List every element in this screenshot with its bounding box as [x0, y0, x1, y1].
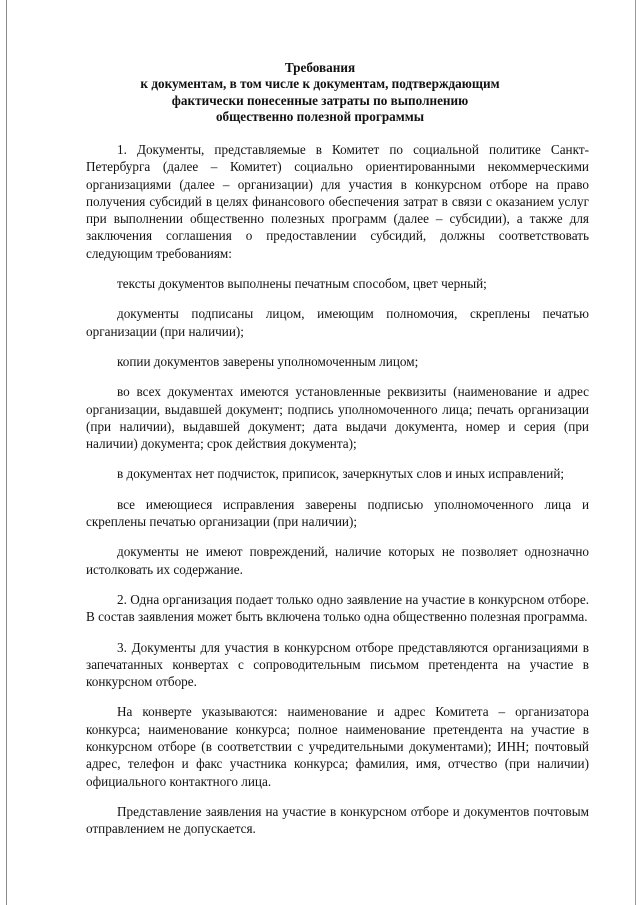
scan-edge-left [6, 0, 7, 905]
requirement-item: документы не имеют повреждений, наличие которых не позволяет однозначно истолковать их содержание. [86, 544, 589, 577]
paragraph-postal: Представление заявления на участие в конкурсном отборе и документов почтовым отправлением не допускается. [86, 803, 589, 837]
paragraph-3: 3. Документы для участия в конкурсном отборе представляются организациями в запечатанных конвертах с сопроводительным письмом претендента на участие в конкурсном отборе. [86, 639, 589, 690]
requirement-item: во всех документах имеются установленные реквизиты (наименование и адрес организации, выдавшей документ; подпись уполномоченного лица; печать организации (при наличии), выдавшей документ; дата выдачи документа, номер и серия (при наличии) документа; срок действия документа); [86, 384, 589, 452]
title-line-2: к документам, в том числе к документам, подтверждающим [140, 76, 500, 92]
requirement-item: документы подписаны лицом, имеющим полномочия, скреплены печатью организации (при наличии); [86, 306, 589, 339]
paragraph-2: 2. Одна организация подает только одно заявление на участие в конкурсном отборе. В состав заявления может быть включена только одна общественно полезная программа. [86, 591, 589, 625]
title-line-4: общественно полезной программы [215, 108, 425, 124]
requirement-item: тексты документов выполнены печатным способом, цвет черный; [117, 276, 487, 292]
title-line-3: фактически понесенные затраты по выполнению [171, 92, 469, 108]
document-title [60, 60, 580, 125]
paragraph-1-intro: 1. Документы, представляемые в Комитет по социальной политике Санкт-Петербурга (далее – Комитет) социально ориентированными некоммерческими организациями (далее – организации) для участия в конкурсном отборе на право получения субсидий в целях финансового обеспечения затрат в связи с оказанием услуг при выполнении общественно полезных программ (далее – субсидии), а также для заключения соглашения о предоставлении субсидий, должны соответствовать следующим требованиям: [86, 142, 589, 261]
document-body [86, 141, 589, 851]
scan-edge-right [635, 0, 636, 905]
title-line-1: Требования [284, 60, 356, 75]
requirement-item: в документах нет подчисток, приписок, зачеркнутых слов и иных исправлений; [117, 466, 565, 482]
requirement-item: копии документов заверены уполномоченным лицом; [117, 353, 419, 369]
paragraph-envelope: На конверте указываются: наименование и адрес Комитета – организатора конкурса; наименование конкурса; полное наименование претендента на участие в конкурсном отборе (в соответствии с учредительными документами); ИНН; почтовый адрес, телефон и факс участника конкурса; фамилия, имя, отчество (при наличии) официального контактного лица. [86, 704, 589, 789]
requirement-item: все имеющиеся исправления заверены подписью уполномоченного лица и скреплены печатью организации (при наличии); [86, 496, 589, 530]
